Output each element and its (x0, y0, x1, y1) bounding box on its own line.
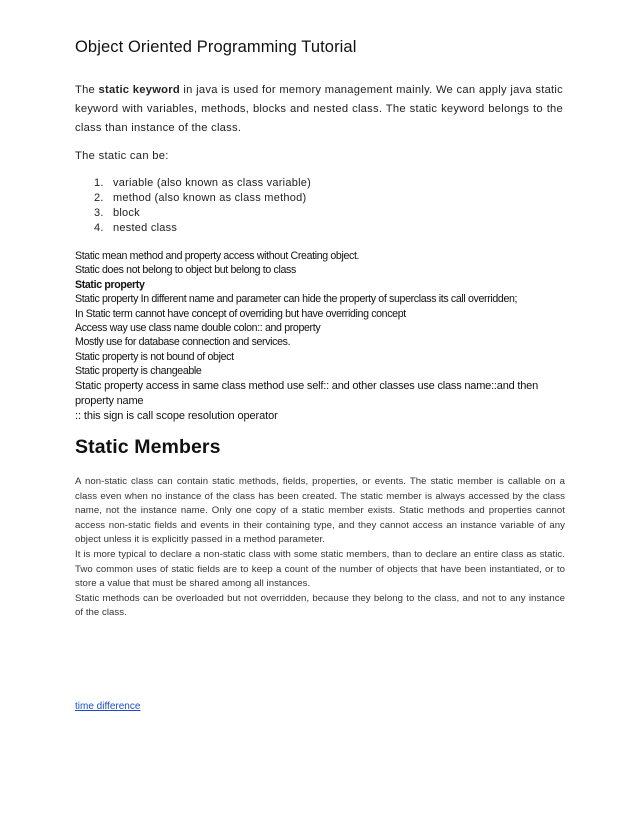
list-item (75, 191, 311, 206)
section-body (75, 475, 565, 621)
time-difference-link[interactable]: time difference (75, 701, 141, 712)
note-line: Static property is not bound of object (75, 350, 234, 363)
note-line: Static property In different name and parameter can hide the property of superclass its call overridden; (75, 293, 518, 306)
list-item-number: 1. (94, 177, 104, 189)
note-line: Mostly use for database connection and services. (75, 336, 291, 349)
intro-rest: in java is used for memory management mainly. We can apply java static keyword with variables, methods, blocks and nested class. The static keyword belongs to the class than instance of the class. (75, 84, 563, 134)
section-paragraph: It is more typical to declare a non-static class with some static members, than to declare an entire class as static. Two common uses of static fields are to keep a count of the number of objects that have been instantiated, or to store a value that must be shared among all instances. (75, 548, 565, 590)
intro-paragraph (75, 81, 563, 138)
list-item-number: 4. (94, 222, 104, 234)
section-heading: Static Members (75, 436, 221, 458)
intro-keyword: static keyword (98, 84, 180, 96)
note-line: In Static term cannot have concept of overriding but have overriding concept (75, 307, 406, 320)
list-item-number: 3. (94, 207, 104, 219)
note-line: Static mean method and property access without Creating object. (75, 250, 360, 262)
static-notes (75, 249, 570, 423)
list-item-text: block (113, 207, 140, 219)
note-line: Access way use class name double colon:: and property (75, 322, 321, 335)
list-item (75, 221, 311, 236)
list-item (75, 176, 311, 191)
intro-prefix: The (75, 84, 99, 96)
list-item-text: variable (also known as class variable) (113, 177, 312, 189)
note-line: :: this sign is call scope resolution operator (75, 409, 278, 422)
note-line: Static does not belong to object but belong to class (75, 264, 296, 277)
static-can-be-label: The static can be: (75, 150, 169, 162)
list-item-number: 2. (94, 192, 104, 204)
section-paragraph: A non-static class can contain static methods, fields, properties, or events. The static member is callable on a class even when no instance of the class has been created. The static member is always accessed by the class name, not the instance name. Only one copy of a static member exists. Static methods and properties cannot access non-static fields and events in their containing type, and they cannot access an instance variable of any object unless it is explicitly passed in a method parameter. (75, 476, 565, 546)
static-usage-list (75, 176, 311, 236)
list-item-text: nested class (113, 222, 178, 234)
document-title: Object Oriented Programming Tutorial (75, 38, 357, 56)
note-line: Static property access in same class method use self:: and other classes use class name::and then property name (75, 379, 539, 407)
list-item-text: method (also known as class method) (113, 192, 307, 204)
note-line: Static property is changeable (75, 365, 202, 378)
note-heading-static-property: Static property (75, 278, 145, 291)
section-paragraph: Static methods can be overloaded but not overridden, because they belong to the class, and not to any instance of the class. (75, 592, 565, 619)
list-item (75, 206, 311, 221)
